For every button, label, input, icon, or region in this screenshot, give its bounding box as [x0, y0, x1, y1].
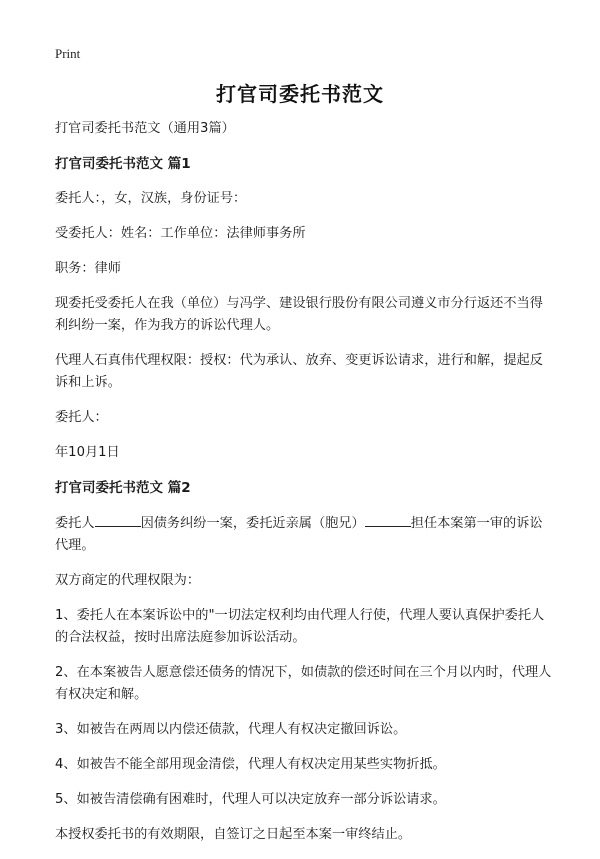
blank-line	[365, 512, 411, 527]
section-1-paragraph: 职务：律师	[55, 261, 121, 276]
section-2-heading: 打官司委托书范文 篇2	[55, 480, 191, 496]
intro-text-2: 因债务纠纷一案，委托近亲属（胞兄）	[140, 516, 365, 531]
document-title: 打官司委托书范文	[216, 82, 384, 106]
section-1-paragraph: 委托人：，女，汉族，身份证号：	[55, 191, 247, 206]
section-2-intro	[55, 512, 555, 557]
section-2-paragraph: 4、如被告不能全部用现金清偿，代理人有权决定用某些实物折抵。	[55, 757, 446, 772]
intro-text-1: 委托人	[55, 516, 95, 531]
print-label: Print	[55, 46, 81, 61]
section-1-paragraph: 受委托人：姓名：工作单位：法律师事务所	[55, 226, 306, 241]
section-2-paragraph: 3、如被告在两周以内偿还债款，代理人有权决定撤回诉讼。	[55, 722, 407, 737]
section-1-heading: 打官司委托书范文 篇1	[55, 156, 191, 172]
section-1-paragraph: 委托人：	[55, 410, 108, 425]
section-1-paragraph: 代理人石真伟代理权限：授权：代为承认、放弃、变更诉讼请求，进行和解，提起反诉和上诉。	[55, 353, 543, 390]
intro-text-3: 担任本案第一审的诉讼代理。	[55, 516, 543, 553]
section-2-paragraph: 2、在本案被告人愿意偿还债务的情况下，如债款的偿还时间在三个月以内时，代理人有权决定和解。	[55, 665, 552, 702]
section-2-paragraph: 5、如被告清偿确有困难时，代理人可以决定放弃一部分诉讼请求。	[55, 792, 446, 807]
section-1-paragraph: 年10月1日	[55, 445, 120, 460]
document-subtitle: 打官司委托书范文（通用3篇）	[55, 121, 235, 136]
section-2-paragraph: 双方商定的代理权限为：	[55, 573, 201, 588]
document-body	[55, 118, 555, 859]
section-1-paragraph: 现委托受委托人在我（单位）与冯学、建设银行股份有限公司遵义市分行返还不当得利纠纷一案，作为我方的诉讼代理人。	[55, 296, 543, 333]
section-2-paragraph: 1、委托人在本案诉讼中的"一切法定权利均由代理人行使，代理人要认真保护委托人的合法权益，按时出席法庭参加诉讼活动。	[55, 608, 545, 645]
section-2-paragraph: 本授权委托书的有效期限，自签订之日起至本案一审终结止。	[55, 827, 412, 842]
blank-line	[95, 512, 141, 527]
